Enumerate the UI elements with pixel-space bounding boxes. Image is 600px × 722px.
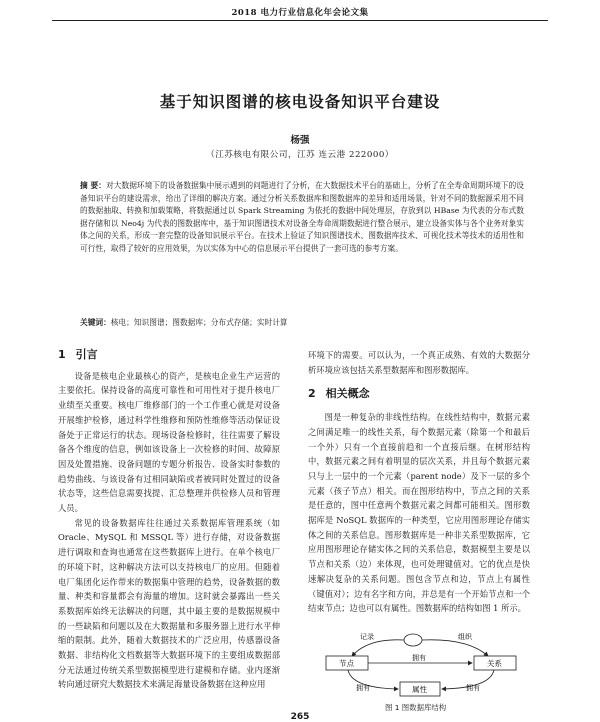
record-label: 记录 bbox=[360, 633, 374, 641]
figure-1-diagram bbox=[308, 630, 530, 700]
running-header: 2018 电力行业信息化年会论文集 bbox=[231, 8, 369, 18]
figure-1-graph-database-structure bbox=[308, 630, 530, 700]
keywords bbox=[80, 317, 524, 328]
abstract bbox=[80, 180, 524, 256]
section-1-title: 引言 bbox=[75, 348, 98, 361]
top-circle-node bbox=[404, 634, 422, 646]
paper-affiliation: （江苏核电有限公司，江苏 连云港 222000） bbox=[206, 150, 394, 160]
section-2-number: 2 bbox=[308, 387, 316, 401]
section-1-heading bbox=[58, 348, 280, 363]
right-column bbox=[308, 348, 530, 616]
left-column bbox=[58, 348, 280, 692]
paper-author: 杨强 bbox=[290, 135, 310, 146]
section-1-paragraph-2: 常见的设备数据库往往通过关系数据库管理系统（如 Oracle、MySQL 和 MSSQL 等）进行存储，对设备数据进行调取和查询也通常在这些数据库上进行。在单个核电厂的环境下时，这种解决方法可以支持核电厂的应用。但随着电厂集团化运作带来的数据集中管理的趋势，设备数据的数量、种类和容量都会有海量的增加。这时就会暴露出一些关系数据库始终无法解决的问题，其中最主要的是数据规模中的一些缺陷和问题以及在大数据量和多服务器上进行水平伸缩的限制。此外，随着大数据技术的广泛应用，传感器设备数据、非结构化文档数据等大数据环境下的主要组成数据部分无法通过传统关系型数据模型进行建模和存储。业内逐渐转向通过研究大数据技术来满足海量设备数据在这种应用 bbox=[58, 517, 280, 690]
section-1-number: 1 bbox=[58, 348, 66, 361]
section-1-paragraph-1: 设备是核电企业最核心的资产，是核电企业生产运营的主要依托。保持设备的高度可靠性和可用性对于提升核电厂业绩至关重要。核电厂维修部门的一个工作重心就是对设备开展维护检修，通过科学性维修和预防性维修等活动保证设备处于正常运行的状态。现场设备检修时，往往需要了解设备各个维度的信息，例如该设备上一次检修的时间、故障原因及处置措施、设备问题的专题分析报告、设备实时参数的趋势曲线、与该设备有过相同缺陷或者被同时处置过的设备状态等，这些信息需要找提、汇总整理并供检修人员和管理人员。 bbox=[58, 370, 280, 514]
organize-arrow bbox=[422, 640, 488, 656]
section-2-heading bbox=[308, 387, 530, 402]
owns-label-right: 拥有 bbox=[466, 684, 480, 692]
section-2-title: 相关概念 bbox=[325, 387, 370, 401]
attribute-label: 属性 bbox=[412, 685, 427, 694]
owns-label-left: 拥有 bbox=[356, 684, 370, 692]
section-2-paragraph-1: 图是一种复杂的非线性结构。在线性结构中，数据元素之间满足唯一的线性关系，每个数据元素（除第一个和最后一个外）只有一个直接前趋和一个直接后继。在树形结构中，数据元素之间有着明显的层次关系，并且每个数据元素只与上一层中的一个元素（parent node）及下一层的多个元素（孩子节点）相关。而在图形结构中，节点之间的关系是任意的，图中任意两个数据元素之间都可能相关。图形数据库是 NoSQL 数据库的一种类型，它应用图形理论存储实体之间的关系信息。图形数据库是一种非关系型数据库，它应用图形理论存储实体之间的关系信息，数据模型主要是以节点和关系（边）来体现，也可处理键值对。它的优点是快速解决复杂的关系问题。图包含节点和边，节点上有属性（键值对）；边有名字和方向，并总是有一个开始节点和一个结束节点；边也可以有属性。图数据库的结构如图 1 所示。 bbox=[308, 412, 530, 614]
keywords-label: 关键词： bbox=[80, 318, 111, 327]
figure-1-caption: 图 1 图数据库结构 bbox=[385, 703, 447, 712]
section-1-continuation: 环境下的需要。可以认为，一个真正成熟、有效的大数据分析环境应该包括关系型数据库和图形数据库。 bbox=[308, 350, 530, 375]
organize-label: 组织 bbox=[458, 633, 472, 641]
keywords-text: 核电；知识图谱；图数据库；分布式存储；实时计算 bbox=[110, 318, 288, 327]
header-rule bbox=[52, 20, 548, 21]
relation-label: 关系 bbox=[487, 659, 502, 668]
paper-title: 基于知识图谱的核电设备知识平台建设 bbox=[159, 93, 441, 111]
abstract-text: 对大数据环境下的设备数据集中展示遇到的问题进行了分析，在大数据技术平台的基础上，分析了在全寿命周期环境下的设备知识平台的建设需求，给出了详细的解决方案。通过分析关系数据库和图数据库的差异和适用场景，针对不同的数据源采用不同的数据抽取、转换和加载策略，将数据通过以 Spark Streaming 为依托的数据中间处理层，存放到以 HBase 为代表的分布式数据存储和以 Neo4j 为代表的图数据库中，基于知识图谱技术对设备全寿命周期数据进行整合展示，建立设备实体与各个业务对象实体之间的关系，形成一套完整的设备知识展示平台。在技术上验证了知识图谱技术、图数据库技术、可视化技术等技术的适用性和可行性，取得了较好的应用效果，为以实体为中心的信息展示平台提供了一套可选的参考方案。 bbox=[80, 181, 524, 253]
page-number: 265 bbox=[290, 712, 310, 722]
owns-label-top: 拥有 bbox=[412, 654, 426, 662]
node-label: 节点 bbox=[339, 659, 354, 668]
record-arrow bbox=[352, 640, 404, 656]
abstract-label: 摘 要： bbox=[80, 181, 106, 190]
